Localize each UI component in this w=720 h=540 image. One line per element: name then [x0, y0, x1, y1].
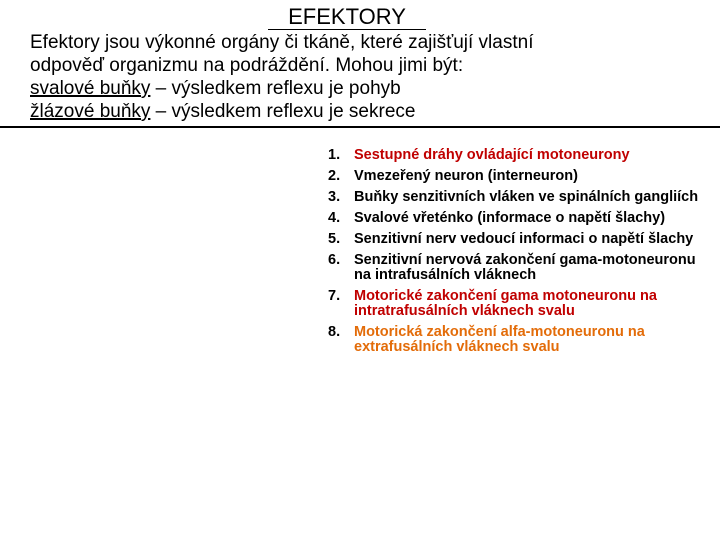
legend-item-4	[320, 211, 716, 226]
legend-item-8	[320, 325, 716, 355]
legend-text-1: Sestupné dráhy ovládající motoneurony	[354, 147, 630, 163]
effector-description-gland: – výsledkem reflexu je sekrece	[150, 101, 416, 122]
slide-title-underline	[268, 29, 426, 30]
legend-number-8: 8.	[328, 324, 341, 340]
intro-line-2: odpověď organizmu na podráždění. Mohou jimi být:	[30, 55, 464, 76]
legend-text-7: Motorické zakončení gama motoneuronu na intratrafusálních vláknech svalu	[354, 288, 657, 319]
effector-description-muscle: – výsledkem reflexu je pohyb	[150, 78, 401, 99]
effector-item-muscle	[30, 77, 710, 100]
numbered-legend	[320, 148, 716, 361]
slide-title: EFEKTORY	[288, 4, 406, 29]
legend-item-5	[320, 232, 716, 247]
legend-text-4: Svalové vřeténko (informace o napětí šlachy)	[354, 210, 666, 226]
legend-number-7: 7.	[328, 288, 341, 304]
legend-item-7	[320, 289, 716, 319]
legend-text-3: Buňky senzitivních vláken ve spinálních gangliích	[354, 189, 699, 205]
effector-term-muscle: svalové buňky	[30, 78, 151, 99]
legend-number-2: 2.	[328, 168, 341, 184]
legend-item-2	[320, 169, 716, 184]
legend-text-8: Motorická zakončení alfa-motoneuronu na extrafusálních vláknech svalu	[354, 324, 645, 355]
legend-item-6	[320, 253, 716, 283]
legend-number-1: 1.	[328, 147, 341, 163]
intro-text	[30, 31, 710, 123]
legend-number-6: 6.	[328, 252, 341, 268]
legend-text-6: Senzitivní nervová zakončení gama-motoneuronu na intrafusálních vláknech	[354, 252, 696, 283]
legend-item-1	[320, 148, 716, 163]
section-divider	[0, 126, 720, 128]
intro-line-1: Efektory jsou výkonné orgány či tkáně, které zajišťují vlastní	[30, 32, 534, 53]
effector-item-gland	[30, 100, 710, 123]
legend-number-3: 3.	[328, 189, 341, 205]
legend-text-2: Vmezeřený neuron (interneuron)	[354, 168, 578, 184]
legend-number-4: 4.	[328, 210, 341, 226]
effector-term-gland: žlázové buňky	[30, 101, 151, 122]
legend-text-5: Senzitivní nerv vedoucí informaci o napětí šlachy	[354, 231, 694, 247]
legend-item-3	[320, 190, 716, 205]
legend-number-5: 5.	[328, 231, 341, 247]
